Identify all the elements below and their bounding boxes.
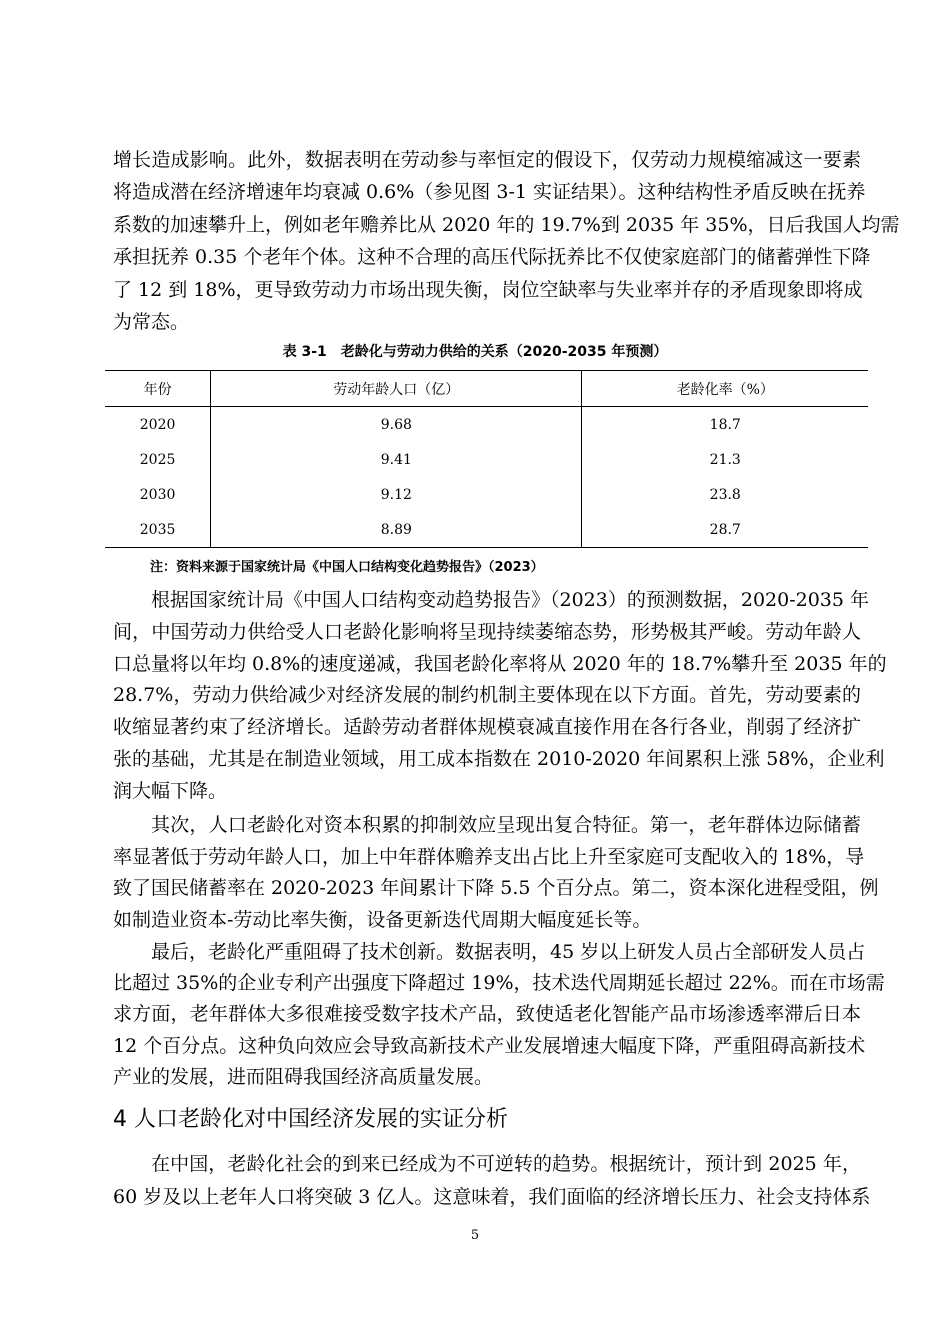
para2-line: 张的基础，尤其是在制造业领域，用工成本指数在 2010-2020 年间累积上涨 58%，企业利 bbox=[113, 748, 885, 770]
table-cell: 23.8 bbox=[582, 477, 868, 512]
para2-line: 间，中国劳动力供给受人口老龄化影响将呈现持续萎缩态势，形势极其严峻。劳动年龄人 bbox=[113, 621, 861, 643]
para1-line: 为常态。 bbox=[113, 311, 190, 333]
para1-line: 增长造成影响。此外，数据表明在劳动参与率恒定的假设下，仅劳动力规模缩减这一要素 bbox=[113, 149, 861, 171]
table-cell: 2035 bbox=[139, 521, 176, 538]
para2-line: 根据国家统计局《中国人口结构变动趋势报告》（2023）的预测数据，2020-2035 年 bbox=[151, 589, 870, 611]
para4-line: 比超过 35%的企业专利产出强度下降超过 19%，技术迭代周期延长超过 22%。而在市场需 bbox=[113, 972, 885, 994]
para4-line: 12 个百分点。这种负向效应会导致高新技术产业发展增速大幅度下降，严重阻碍高新技术 bbox=[113, 1035, 866, 1057]
header-labor-pop: 劳动年龄人口（亿） bbox=[211, 371, 582, 407]
table-header-row bbox=[105, 371, 868, 407]
table-cell: 9.41 bbox=[211, 442, 582, 477]
para1-line: 承担抚养 0.35 个老年个体。这种不合理的高压代际抚养比不仅使家庭部门的储蓄弹性下降 bbox=[113, 246, 871, 268]
table-cell: 2020 bbox=[139, 416, 176, 433]
para3-line: 如制造业资本-劳动比率失衡，设备更新迭代周期大幅度延长等。 bbox=[113, 909, 652, 931]
para4-line: 最后，老龄化严重阻碍了技术创新。数据表明，45 岁以上研发人员占全部研发人员占 bbox=[151, 941, 866, 963]
para5-line: 60 岁及以上老年人口将突破 3 亿人。这意味着，我们面临的经济增长压力、社会支持体系 bbox=[113, 1186, 871, 1208]
table-row bbox=[105, 512, 868, 548]
table-cell: 2030 bbox=[139, 486, 176, 503]
para2-line: 润大幅下降。 bbox=[113, 780, 228, 802]
table-caption: 表 3-1 老龄化与劳动力供给的关系（2020-2035 年预测） bbox=[282, 344, 668, 360]
table-row bbox=[105, 407, 868, 443]
header-year: 年份 bbox=[105, 371, 211, 407]
para1-line: 系数的加速攀升上，例如老年赡养比从 2020 年的 19.7%到 2035 年 35%，日后我国人均需 bbox=[113, 214, 900, 236]
para2-line: 收缩显著约束了经济增长。适龄劳动者群体规模衰减直接作用在各行各业，削弱了经济扩 bbox=[113, 716, 861, 738]
para2-line: 28.7%，劳动力供给减少对经济发展的制约机制主要体现在以下方面。首先，劳动要素的 bbox=[113, 684, 861, 706]
header-aging-rate: 老龄化率（%） bbox=[582, 371, 868, 407]
para3-line: 其次，人口老龄化对资本积累的抑制效应呈现出复合特征。第一，老年群体边际储蓄 bbox=[151, 814, 861, 836]
table-note: 注：资料来源于国家统计局《中国人口结构变化趋势报告》（2023） bbox=[150, 560, 544, 575]
table-cell: 21.3 bbox=[582, 442, 868, 477]
para5-line: 在中国，老龄化社会的到来已经成为不可逆转的趋势。根据统计，预计到 2025 年， bbox=[151, 1153, 861, 1175]
table-cell: 18.7 bbox=[582, 407, 868, 443]
table-cell: 9.12 bbox=[211, 477, 582, 512]
section-heading: 4 人口老龄化对中国经济发展的实证分析 bbox=[113, 1107, 508, 1132]
para3-line: 致了国民储蓄率在 2020-2023 年间累计下降 5.5 个百分点。第二，资本深化进程受阻，例 bbox=[113, 877, 879, 899]
para1-line: 将造成潜在经济增速年均衰减 0.6%（参见图 3-1 实证结果）。这种结构性矛盾反映在抚养 bbox=[113, 181, 866, 203]
table-row bbox=[105, 442, 868, 477]
para4-line: 求方面，老年群体大多很难接受数字技术产品，致使适老化智能产品市场渗透率滞后日本 bbox=[113, 1003, 861, 1025]
table-cell: 8.89 bbox=[211, 512, 582, 548]
data-table bbox=[105, 370, 868, 548]
table-cell: 28.7 bbox=[582, 512, 868, 548]
table-cell: 2025 bbox=[139, 451, 176, 468]
table-cell: 9.68 bbox=[211, 407, 582, 443]
para3-line: 率显著低于劳动年龄人口，加上中年群体赡养支出占比上升至家庭可支配收入的 18%，导 bbox=[113, 846, 865, 868]
table-row bbox=[105, 477, 868, 512]
para1-line: 了 12 到 18%，更导致劳动力市场出现失衡，岗位空缺率与失业率并存的矛盾现象即将成 bbox=[113, 279, 863, 301]
para4-line: 产业的发展，进而阻碍我国经济高质量发展。 bbox=[113, 1066, 494, 1088]
page-number: 5 bbox=[470, 1228, 480, 1243]
para2-line: 口总量将以年均 0.8%的速度递减，我国老龄化率将从 2020 年的 18.7%攀升至 2035 年的 bbox=[113, 653, 887, 675]
